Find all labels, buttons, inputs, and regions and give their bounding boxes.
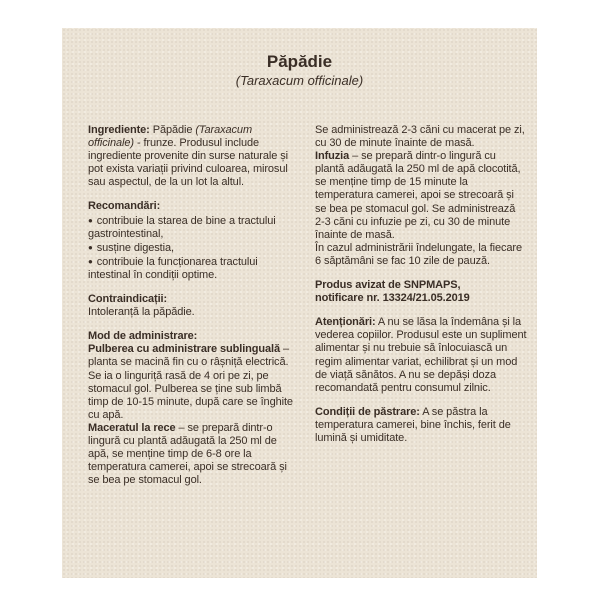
approval-line-1: Produs avizat de SNPMAPS, (315, 279, 461, 292)
maceration-heading: Maceratul la rece (88, 421, 176, 434)
product-latin-name: (Taraxacum officinale) (235, 73, 364, 88)
ingredients-text: Păpădie (149, 124, 196, 136)
warnings-section (315, 316, 527, 395)
recommendations-section (88, 200, 298, 282)
ingredients-description: - frunze. Produsul include ingrediente provenite din surse naturale și pot exista variații privind culoarea, mirosul sau aspectul, de la un lot la altul. (88, 137, 288, 189)
storage-heading: Condiții de păstrare: (315, 405, 420, 418)
contraindications-text: Intoleranță la păpădie. (88, 306, 195, 319)
warnings-text: A nu se lăsa la îndemâna și la vederea copiilor. Produsul este un supliment alimentar și nu trebuie să înlocuiască un regim alimentar variat, echilibrat și un mod de viață sănătos. A nu se depăși doza recomandată pentru consumul zilnic. (315, 316, 527, 394)
storage-text: A se păstra la temperatura camerei, bine închis, ferit de lumină și umiditate. (315, 405, 511, 444)
recommendation-item: ● susține digestia, (88, 241, 298, 255)
administration-heading: Mod de administrare: (88, 330, 198, 343)
powder-heading: Pulberea cu administrare sublinguală (88, 343, 281, 356)
approval-section (315, 279, 527, 305)
recommendation-item: ● contribuie la funcționarea tractului intestinal în condiții optime. (88, 255, 298, 282)
long-term-text: În cazul administrării îndelungate, la fiecare 6 săptămâni se fac 10 zile de pauză. (315, 241, 522, 267)
maceration-dosage: Se administrează 2-3 căni cu macerat pe zi, cu 30 de minute înainte de masă. (315, 124, 525, 150)
approval-line-2: notificare nr. 13324/21.05.2019 (315, 292, 470, 305)
administration-continued (315, 124, 527, 268)
right-column (315, 124, 527, 445)
powder-text: – planta se macină fin cu o râșniță electrică. Se ia o linguriță rasă de 4 ori pe zi, pe stomacul gol. Pulberea se ține sub limbă timp de 10-15 minute, după care se înghite cu apă. (88, 343, 293, 421)
contraindications-heading: Contraindicații: (88, 293, 168, 306)
ingredients-heading: Ingrediente: (88, 124, 150, 136)
infusion-heading: Infuzia (315, 150, 350, 163)
recommendation-item: ● contribuie la starea de bine a tractului gastrointestinal, (88, 214, 298, 241)
left-column (88, 124, 298, 487)
administration-section (88, 330, 298, 487)
product-label (62, 28, 537, 578)
ingredients-section (88, 124, 298, 189)
storage-section (315, 406, 527, 445)
recommendations-heading: Recomandări: (88, 200, 161, 213)
product-title: Păpădie (266, 52, 333, 71)
ingredients-latin: (Taraxacum officinale) (88, 124, 253, 150)
maceration-text: – se prepară dintr-o lingură cu plantă adăugată la 250 ml de apă, se menține timp de 6-8 ore la temperatura camerei, apoi se strecoară și se bea pe stomacul gol. (88, 421, 287, 487)
warnings-heading: Atenționări: (315, 316, 376, 329)
infusion-text: – se prepară dintr-o lingură cu plantă adăugată la 250 ml de apă clocotită, se menține timp de 15 minute la temperatura camerei, apoi se strecoară și se bea pe stomacul gol. Se administrează 2-3 căni cu infuzie pe zi, cu 30 de minute înainte de masă. (315, 150, 521, 241)
contraindications-section (88, 293, 298, 319)
